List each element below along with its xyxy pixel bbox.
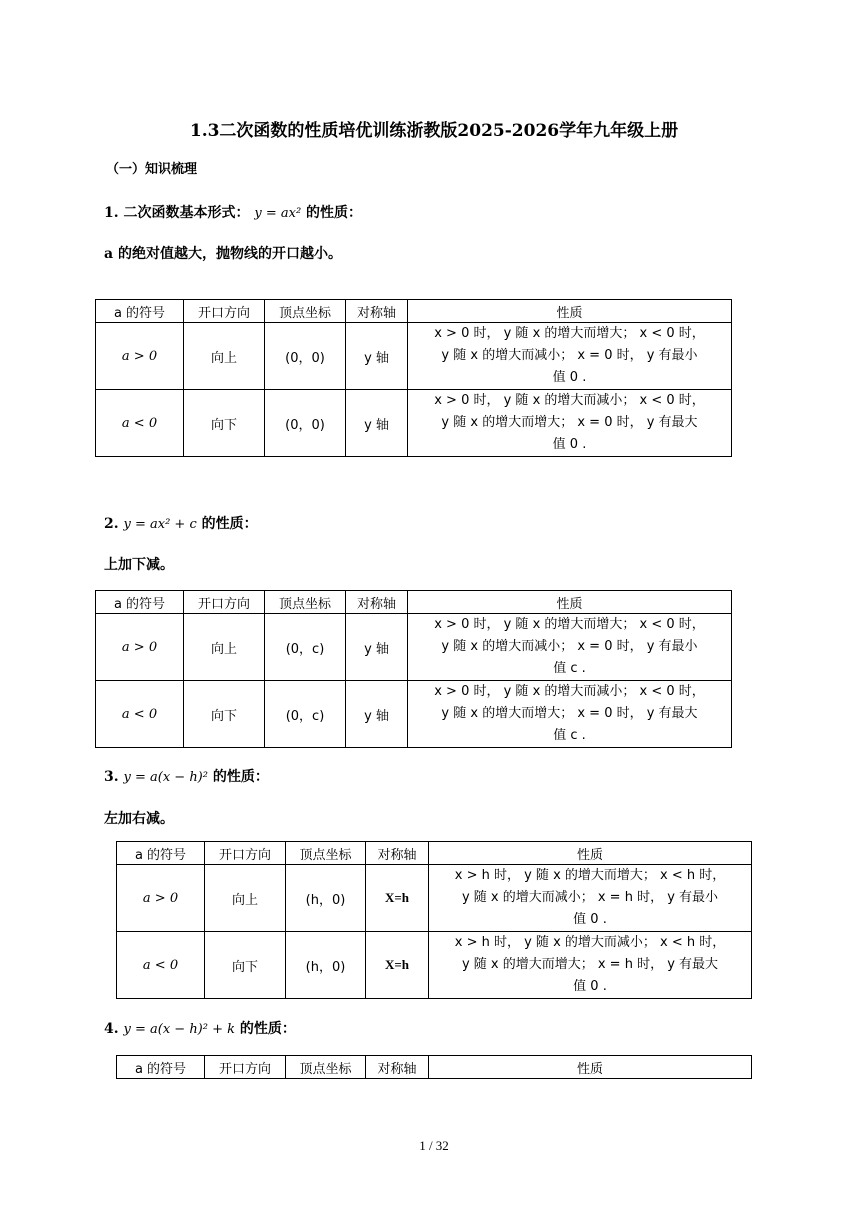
header-axis: 对称轴 [346, 300, 408, 323]
section-2-note: 上加下减。 [104, 557, 174, 573]
cell-direction: 向下 [184, 390, 265, 457]
header-axis: 对称轴 [366, 1056, 429, 1079]
cell-direction: 向上 [184, 323, 265, 390]
page-title: 1.3二次函数的性质培优训练浙教版2025-2026学年九年级上册 [189, 121, 679, 141]
cell-vertex: (h，0) [286, 865, 366, 932]
cell-axis: X=h [366, 865, 429, 932]
header-vertex: 顶点坐标 [265, 591, 346, 614]
header-property: 性质 [408, 300, 732, 323]
property-line: 值 0 . [573, 912, 607, 927]
property-line: x > 0 时， y 随 x 的增大而减小； x < 0 时， [434, 684, 705, 699]
cell-property [408, 681, 732, 748]
section-1-suffix: 的性质： [306, 205, 363, 221]
section-heading: （一）知识梳理 [106, 162, 198, 177]
section-1-note: a 的绝对值越大，抛物线的开口越小。 [104, 246, 342, 262]
table-row [96, 614, 732, 681]
section-3-prefix: 3. [104, 769, 119, 785]
property-line: x > h 时， y 随 x 的增大而增大； x < h 时， [454, 868, 726, 883]
cell-axis: y 轴 [346, 614, 408, 681]
section-3-note: 左加右减。 [104, 811, 174, 827]
header-sign: a 的符号 [117, 1056, 205, 1079]
cell-property [408, 614, 732, 681]
property-line: x > 0 时， y 随 x 的增大而减小； x < 0 时， [434, 393, 705, 408]
table-row [117, 865, 752, 932]
table-header-row [96, 591, 732, 614]
cell-sign: a > 0 [96, 323, 184, 390]
section-4-formula: y = a(x − h)² + k [123, 1022, 236, 1037]
header-vertex: 顶点坐标 [265, 300, 346, 323]
properties-table-2 [95, 590, 732, 748]
header-vertex: 顶点坐标 [286, 842, 366, 865]
table-header-row [96, 300, 732, 323]
header-sign: a 的符号 [96, 300, 184, 323]
table-row [96, 390, 732, 457]
header-direction: 开口方向 [205, 1056, 286, 1079]
property-line: x > 0 时， y 随 x 的增大而增大； x < 0 时， [434, 326, 705, 341]
header-direction: 开口方向 [184, 300, 265, 323]
header-direction: 开口方向 [184, 591, 265, 614]
cell-sign: a < 0 [117, 932, 205, 999]
section-3-heading [104, 766, 269, 786]
cell-sign: a > 0 [96, 614, 184, 681]
section-4-suffix: 的性质： [239, 1021, 296, 1037]
cell-direction: 向上 [184, 614, 265, 681]
section-3-formula: y = a(x − h)² [123, 770, 208, 785]
section-4-prefix: 4. [104, 1021, 119, 1037]
property-line: y 随 x 的增大而增大； x = 0 时， y 有最大 [441, 706, 698, 721]
header-vertex: 顶点坐标 [286, 1056, 366, 1079]
cell-axis: y 轴 [346, 323, 408, 390]
properties-table-1 [95, 299, 732, 457]
cell-direction: 向上 [205, 865, 286, 932]
property-line: y 随 x 的增大而减小； x = 0 时， y 有最小 [441, 348, 698, 363]
table-row [117, 932, 752, 999]
section-2-heading [104, 513, 258, 533]
header-sign: a 的符号 [96, 591, 184, 614]
property-line: 值 0 . [552, 437, 587, 452]
section-3-suffix: 的性质： [212, 769, 269, 785]
cell-vertex: (0，c) [265, 614, 346, 681]
property-line: y 随 x 的增大而增大； x = 0 时， y 有最大 [441, 415, 698, 430]
section-2-prefix: 2. [104, 516, 119, 532]
cell-axis: y 轴 [346, 390, 408, 457]
table-row [96, 323, 732, 390]
header-direction: 开口方向 [205, 842, 286, 865]
header-axis: 对称轴 [346, 591, 408, 614]
header-axis: 对称轴 [366, 842, 429, 865]
cell-vertex: (h，0) [286, 932, 366, 999]
header-property: 性质 [429, 842, 752, 865]
section-1-heading [104, 202, 362, 222]
cell-direction: 向下 [184, 681, 265, 748]
property-line: 值 c . [553, 728, 586, 743]
cell-sign: a < 0 [96, 681, 184, 748]
cell-vertex: (0，0) [265, 323, 346, 390]
table-row [96, 681, 732, 748]
cell-sign: a < 0 [96, 390, 184, 457]
property-line: x > 0 时， y 随 x 的增大而增大； x < 0 时， [434, 617, 705, 632]
property-line: y 随 x 的增大而增大； x = h 时， y 有最大 [461, 957, 719, 972]
table-header-row [117, 842, 752, 865]
section-1-prefix: 1. 二次函数基本形式： [104, 205, 250, 221]
section-2-formula: y = ax² + c [123, 517, 197, 532]
cell-vertex: (0，0) [265, 390, 346, 457]
cell-property [408, 323, 732, 390]
cell-sign: a > 0 [117, 865, 205, 932]
property-line: y 随 x 的增大而减小； x = h 时， y 有最小 [461, 890, 719, 905]
page-number: 1 / 32 [419, 1138, 449, 1153]
header-sign: a 的符号 [117, 842, 205, 865]
table-header-row [117, 1056, 752, 1079]
section-1-formula: y = ax² [254, 206, 302, 221]
section-2-suffix: 的性质： [201, 516, 258, 532]
property-line: 值 0 . [573, 979, 607, 994]
cell-property [429, 932, 752, 999]
cell-property [408, 390, 732, 457]
header-property: 性质 [408, 591, 732, 614]
cell-vertex: (0，c) [265, 681, 346, 748]
header-property: 性质 [429, 1056, 752, 1079]
cell-axis: y 轴 [346, 681, 408, 748]
property-line: y 随 x 的增大而减小； x = 0 时， y 有最小 [441, 639, 698, 654]
cell-direction: 向下 [205, 932, 286, 999]
property-line: 值 0 . [552, 370, 587, 385]
properties-table-3 [116, 841, 752, 999]
cell-property [429, 865, 752, 932]
property-line: x > h 时， y 随 x 的增大而减小； x < h 时， [454, 935, 726, 950]
section-4-heading [104, 1018, 296, 1038]
properties-table-4 [116, 1055, 752, 1079]
property-line: 值 c . [553, 661, 586, 676]
cell-axis: X=h [366, 932, 429, 999]
